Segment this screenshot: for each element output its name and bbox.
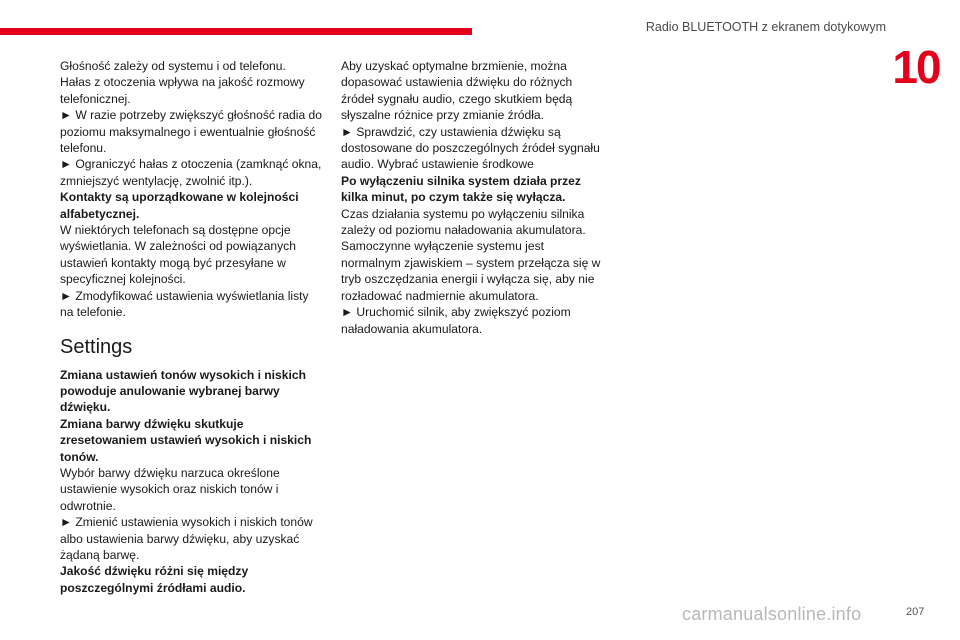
paragraph: W niektórych telefonach są dostępne opcje wyświetlania. W zależności od powiązanych ustawień kontakty mogą być przesyłane w specyficznej kolejności. [60,223,296,287]
instruction-step: ► Zmodyfikować ustawienia wyświetlania listy na telefonie. [60,288,309,320]
paragraph: Wybór barwy dźwięku narzuca określone ustawienie wysokich oraz niskich tonów i odwrotnie. [60,465,280,513]
paragraph: Samoczynne wyłączenie systemu jest normalnym zjawiskiem – system przełącza się w tryb oszczędzania energii i wyłącza się, aby nie rozładować nadmiernie akumulatora. [341,239,601,303]
watermark: carmanualsonline.info [682,604,862,624]
instruction-step: ► W razie potrzeby zwiększyć głośność radia do poziomu maksymalnego i ewentualnie głośność telefonu. [60,108,323,156]
instruction-step: ► Uruchomić silnik, aby zwiększyć poziom naładowania akumulatora. [341,305,571,336]
instruction-step: ► Zmienić ustawienia wysokich i niskich tonów albo ustawienia barwy dźwięku, aby uzyskać żądaną barwę. [60,515,313,562]
bold-note: Po wyłączeniu silnika system działa przez kilka minut, po czym także się wyłącza. [341,173,581,205]
instruction-step: ► Ograniczyć hałas z otoczenia (zamknąć okna, zmniejszyć wentylację, zwolnić itp.). [60,157,322,188]
bold-note: Kontakty są uporządkowane w kolejności alfabetycznej. [60,190,299,221]
page-number: 207 [906,606,925,618]
paragraph: Aby uzyskać optymalne brzmienie, można dopasować ustawienia dźwięku do różnych źródeł sygnału audio, czego skutkiem będą słyszalne różnice przy zmianie źródła. [341,59,573,123]
bold-note: Jakość dźwięku różni się między poszczególnymi źródłami audio. [60,564,249,595]
header-accent-bar [0,28,472,35]
paragraph: Głośność zależy od systemu i od telefonu. [60,59,286,73]
paragraph: Hałas z otoczenia wpływa na jakość rozmowy telefonicznej. [60,75,305,106]
left-column [60,58,322,596]
right-column [341,58,603,337]
bold-note: Zmiana barwy dźwięku skutkuje zresetowaniem ustawień wysokich i niskich tonów. [60,416,312,464]
section-heading-settings: Settings [60,335,133,358]
instruction-step: ► Sprawdzić, czy ustawienia dźwięku są dostosowane do poszczególnych źródeł sygnału audio. Wybrać ustawienie środkowe [341,124,600,172]
paragraph: Czas działania systemu po wyłączeniu silnika zależy od poziomu naładowania akumulatora. [341,206,586,238]
bold-note: Zmiana ustawień tonów wysokich i niskich powoduje anulowanie wybranej barwy dźwięku. [60,367,306,415]
chapter-number: 10 [892,41,940,93]
page-header-title: Radio BLUETOOTH z ekranem dotykowym [645,20,886,34]
